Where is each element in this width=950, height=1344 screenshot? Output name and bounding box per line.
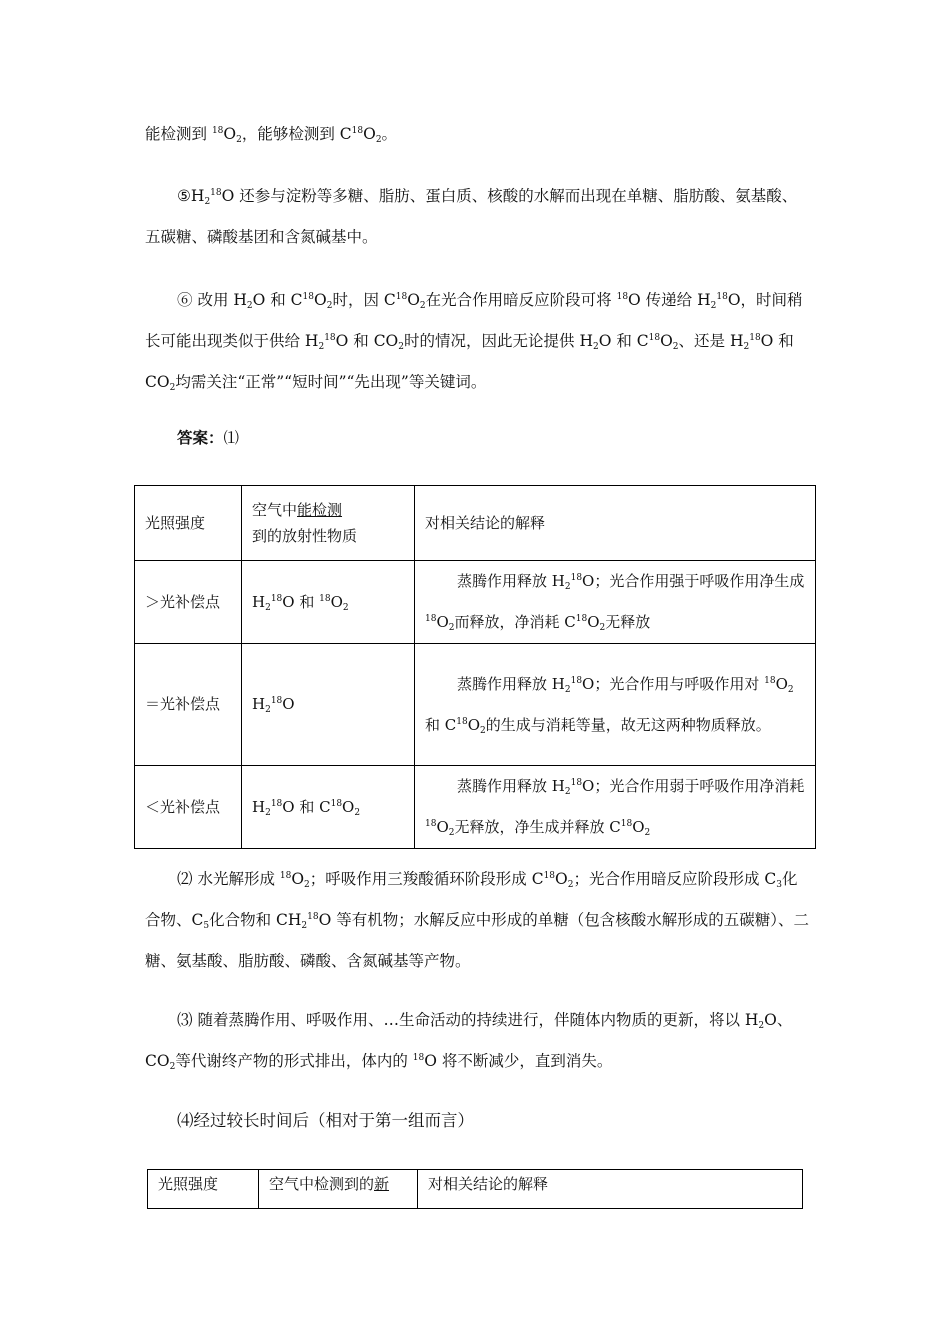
answer-number: ⑴: [223, 429, 240, 447]
answer-part-4: [145, 1100, 810, 1141]
answer-heading: [177, 418, 842, 459]
paragraph-conclusion-tail: 能检测到 $^{18}O_2$，能够检测到 $C^{18}O_2$。: [145, 125, 398, 145]
table-header-row: [135, 486, 816, 561]
table-row: [135, 561, 816, 644]
paragraph-point-6: ⑥ 改用 $H_2O$ 和 $C^{18}O_2$时，因 $C^{18}O_2$在光合作用暗反应阶段可将 $^{18}$O 传递给 $H_2^{18}O$，时间稍长可能出现类似于供给 $H_2^{18}O$ 和 $CO_2$时的情况，因此无论提供 $H_2O$ 和 $C^{18}O_2$、还是 $H_2^{18}O$ 和 $CO_2$均需关注“正常”“短时间”“先出现”等关键词。: [145, 291, 803, 393]
part-4-text: 经过较长时间后（相对于第一组而言）: [193, 1111, 474, 1130]
answer-part-2: ⑵ 水光解形成 $^{18}O_2$；呼吸作用三羧酸循环阶段形成 $C^{18}O_2$；光合作用暗反应阶段形成 $C_3$化合物、$C_5$化合物和 $CH_2^{18}O$ 等有机物；水解反应中形成的单糖（包含核酸水解形成的五碳糖）、二糖、氨基酸、脂肪酸、磷酸、含氮碱基等产物。: [145, 870, 809, 970]
point-5-marker: ⑤: [177, 187, 191, 205]
header-explanation: 对相关结论的解释: [415, 486, 816, 561]
table-row: [135, 644, 816, 766]
header-explanation: 对相关结论的解释: [418, 1170, 803, 1209]
header-new-detected: 空气中检测到的新: [259, 1170, 418, 1209]
row-substance: $H_2^{18}O$ 和 $^{18}O_2$: [242, 561, 415, 644]
answer-part-3: ⑶ 随着蒸腾作用、呼吸作用、…生命活动的持续进行，伴随体内物质的更新，将以 $H_2O$、$CO_2$等代谢终产物的形式排出，体内的 $^{18}$O 将不断减少，直到消失。: [145, 1011, 793, 1072]
header-light-intensity: 光照强度: [135, 486, 242, 561]
part-2-marker: ⑵: [177, 870, 193, 888]
part-4-marker: ⑷: [177, 1111, 194, 1130]
table-header-row: [148, 1170, 803, 1209]
part-3-marker: ⑶: [177, 1011, 193, 1029]
paragraph-point-5: $⑤H_2^{18}O$ 还参与淀粉等多糖、脂肪、蛋白质、核酸的水解而出现在单糖、脂肪酸、氨基酸、五碳糖、磷酸基团和含氮碱基中。: [145, 187, 798, 246]
row-substance: $H_2^{18}O$ 和 $C^{18}O_2$: [242, 766, 415, 849]
answer-label: 答案：: [177, 429, 224, 447]
header-light-intensity: 光照强度: [148, 1170, 259, 1209]
results-table-2: [147, 1169, 803, 1209]
header-detected-substance: 空气中能检测 到的放射性物质: [242, 486, 415, 561]
row-explanation: 蒸腾作用释放 $H_2^{18}O$；光合作用弱于呼吸作用净消耗 $^{18}O_2$无释放，净生成并释放 $C^{18}O_2$: [415, 766, 816, 849]
row-light-below: ＜光补偿点: [135, 766, 242, 849]
results-table-1: [134, 485, 816, 849]
row-explanation: 蒸腾作用释放 $H_2^{18}O$；光合作用强于呼吸作用净生成 $^{18}O_2$而释放，净消耗 $C^{18}O_2$无释放: [415, 561, 816, 644]
row-light-above: ＞光补偿点: [135, 561, 242, 644]
row-explanation: 蒸腾作用释放 $H_2^{18}O$；光合作用与呼吸作用对 $^{18}O_2$ 和 $C^{18}O_2$的生成与消耗等量，故无这两种物质释放。: [415, 644, 816, 766]
table-row: [135, 766, 816, 849]
point-6-marker: ⑥: [177, 291, 193, 309]
row-light-equal: ＝光补偿点: [135, 644, 242, 766]
row-substance: $H_2^{18}O$: [242, 644, 415, 766]
